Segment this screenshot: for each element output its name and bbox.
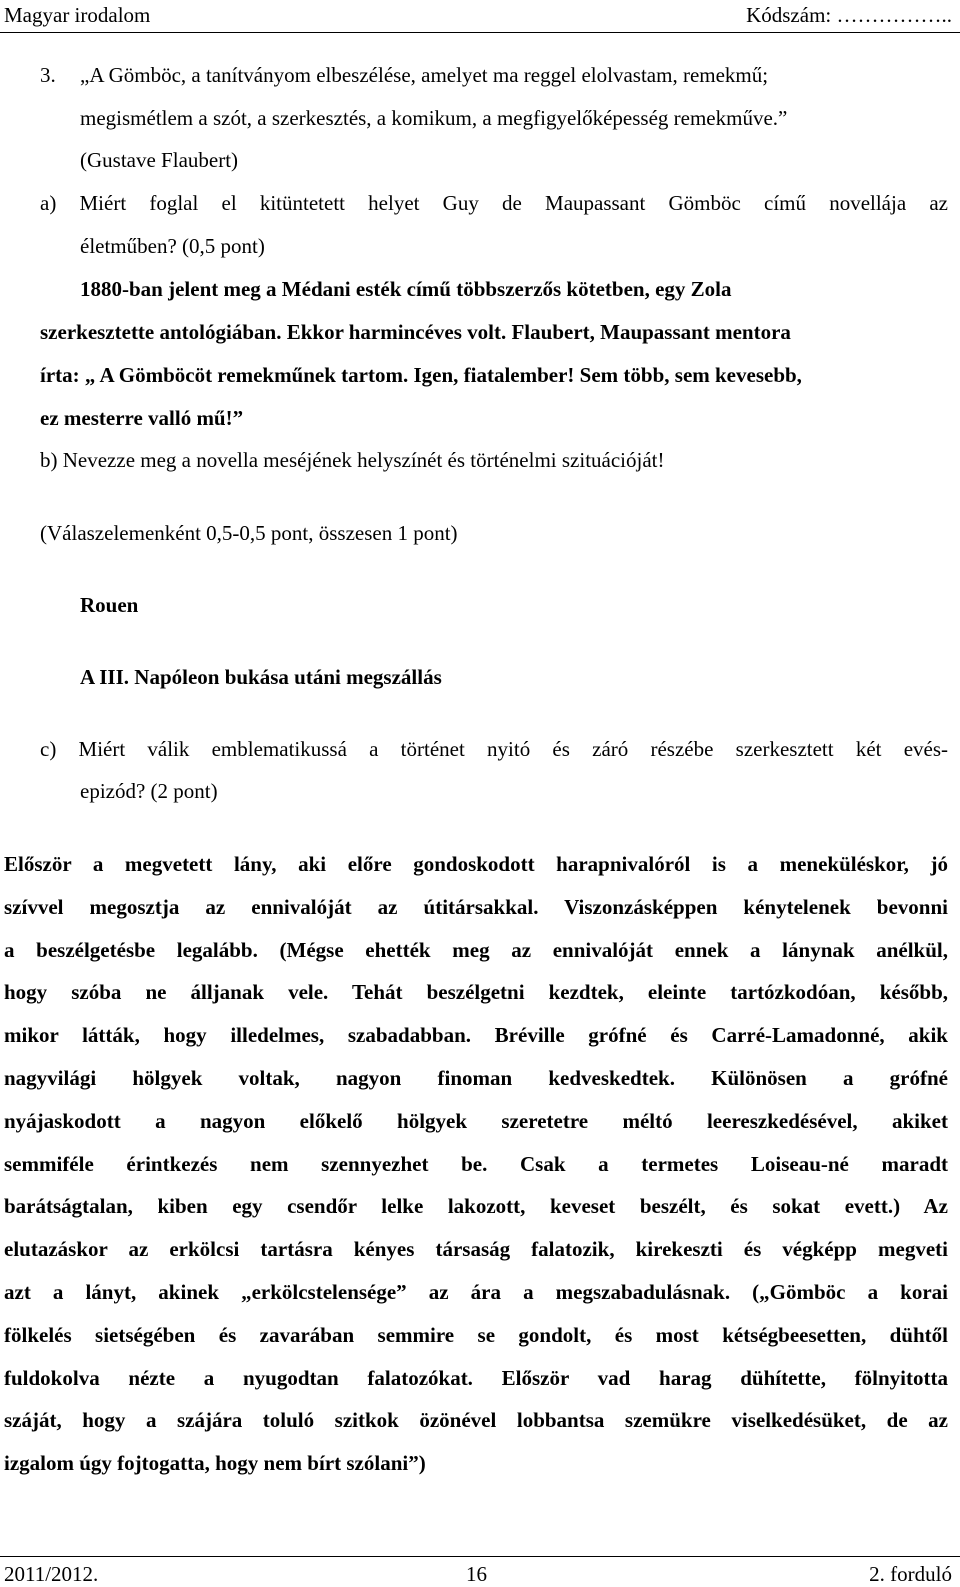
answer-c-line: fuldokolva nézte a nyugodtan falatozókat. Először vad harag dühítette, fölnyitotta — [4, 1365, 948, 1390]
answer-c-line: Először a megvetett lány, aki előre gondoskodott harapnivalóról is a meneküléskor, jó — [4, 852, 948, 876]
answer-c-line: izgalom úgy fojtogatta, hogy nem bírt szólani”) — [4, 1451, 426, 1476]
answer-c-line: fölkelés sietségében és zavarában semmire se gondolt, és most kétségbeesetten, dühtől — [4, 1322, 948, 1347]
subject-label: Magyar irodalom — [4, 3, 151, 27]
code-label: Kódszám: …………….. — [746, 3, 952, 27]
answer-c-line: száját, hogy a szájára toluló szitkok özönével lobbantsa szemükre viselkedésüket, de az — [4, 1408, 948, 1433]
question-c-line-1: c) Miért válik emblematikussá a történet nyitó és záró részébe szerkesztett két evés- — [40, 737, 948, 761]
question-c-line-2: epizód? (2 pont) — [80, 779, 218, 803]
answer-c-line: nyájaskodott a nagyon előkelő hölgyek szeretetre méltó leereszkedésével, akiket — [4, 1108, 948, 1133]
answer-c-line: nagyvilági hölgyek voltak, nagyon finoman kedveskedtek. Különösen a grófné — [4, 1065, 948, 1090]
quote-line-1: „A Gömböc, a tanítványom elbeszélése, amelyet ma reggel elolvastam, remekmű; — [80, 63, 769, 87]
quote-author: (Gustave Flaubert) — [80, 148, 239, 172]
answer-a-line-3: írta: „ A Gömböcöt remekműnek tartom. Igen, fiatalember! Sem több, sem kevesebb, — [40, 363, 802, 387]
footer-year: 2011/2012. — [4, 1562, 99, 1586]
answer-b-1: Rouen — [80, 593, 139, 617]
answer-c-line: barátságtalan, kiben egy csendőr lelke lakozott, keveset beszélt, és sokat evett.) Az — [4, 1194, 948, 1219]
footer-round: 2. forduló — [869, 1562, 952, 1586]
quote-line-2: megismétlem a szót, a szerkesztés, a komikum, a megfigyelőképesség remekműve.” — [80, 106, 788, 130]
answer-a-line-1: 1880-ban jelent meg a Médani esték című többszerzős kötetben, egy Zola — [80, 277, 732, 301]
answer-c-line: azt a lányt, akinek „erkölcstelensége” az ára a megszabadulásnak. („Gömböc a korai — [4, 1279, 948, 1304]
answer-c-paragraph — [4, 851, 948, 1493]
question-b: b) Nevezze meg a novella meséjének helyszínét és történelmi szituációját! — [40, 448, 665, 472]
answer-c-line: szívvel megosztja az ennivalóját az útitársakkal. Viszonzásképpen kénytelenek bevonni — [4, 894, 948, 919]
question-a-line-1: a) Miért foglal el kitüntetett helyet Guy de Maupassant Gömböc című novellája az — [40, 191, 948, 215]
answer-b-2: A III. Napóleon bukása utáni megszállás — [80, 665, 442, 689]
answer-c-line: hogy szóba ne álljanak vele. Tehát beszélgetni kezdtek, eleinte tartózkodóan, később, — [4, 980, 948, 1005]
page-footer — [0, 1556, 960, 1586]
page-number: 16 — [466, 1562, 487, 1586]
answer-c-line: elutazáskor az erkölcsi tartásra kényes társaság falatozik, kirekeszti és végképp megveti — [4, 1237, 948, 1262]
answer-c-line: a beszélgetésbe legalább. (Mégse ehették meg az ennivalóját ennek a lánynak anélkül, — [4, 937, 948, 962]
answer-a-line-4: ez mesterre valló mű!” — [40, 406, 244, 430]
page-header — [0, 0, 960, 33]
answer-c-line: semmiféle érintkezés nem szennyezhet be. Csak a termetes Loiseau-né maradt — [4, 1151, 948, 1176]
answer-c-line: mikor látták, hogy illedelmes, szabadabban. Bréville grófné és Carré-Lamadonné, akik — [4, 1023, 948, 1048]
question-number: 3. — [40, 63, 56, 87]
answer-a-line-2: szerkesztette antológiában. Ekkor harmincéves volt. Flaubert, Maupassant mentora — [40, 320, 791, 344]
question-b-points: (Válaszelemenként 0,5-0,5 pont, összesen 1 pont) — [40, 521, 458, 545]
question-a-line-2: életműben? (0,5 pont) — [80, 234, 265, 258]
